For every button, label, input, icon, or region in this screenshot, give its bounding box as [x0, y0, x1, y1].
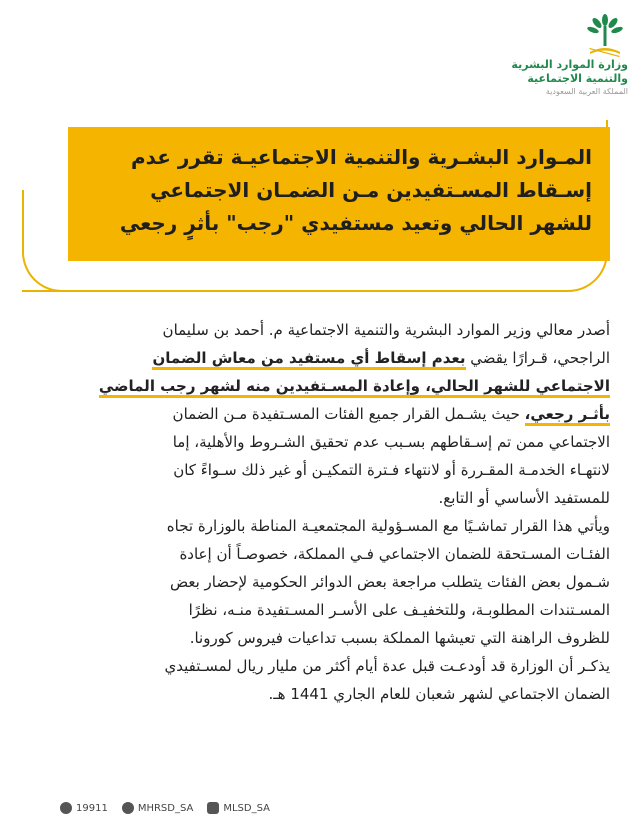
body-line: للظروف الراهنة التي تعيشها المملكة بسبب تداعيات فيروس كورونا. — [189, 629, 610, 647]
headline-line3: للشهر الحالي وتعيد مستفيدي "رجب" بأثرٍ رجعي — [119, 211, 592, 235]
body-line — [32, 400, 610, 428]
body-text-segment: الراجحي، قـرارًا يقضي — [465, 349, 610, 367]
twitter-handle: MHRSD_SA — [137, 802, 194, 814]
phone-number: 19911 — [76, 802, 108, 814]
footer-twitter[interactable] — [122, 802, 194, 814]
body-line: الضمان الاجتماعي لشهر شعبان للعام الجاري 1441 هـ. — [268, 685, 610, 703]
twitter-icon — [122, 802, 134, 814]
body-line: الفئـات المسـتحقة للضمان الاجتماعي فـي المملكة، خصوصـاً أن إعادة — [179, 545, 610, 563]
instagram-handle: MLSD_SA — [223, 802, 270, 814]
body-line: يذكـر أن الوزارة قد أودعـت قبل عدة أيام أكثر من مليار ريال لمسـتفيدي — [164, 657, 610, 675]
body-line: المسـتندات المطلوبـة، وللتخفيـف على الأسـر المسـتفيدة منـه، نظرًا — [188, 601, 610, 619]
footer-contacts — [0, 788, 644, 828]
body-line — [32, 372, 610, 400]
instagram-icon — [207, 802, 219, 814]
ministry-name-line2: والتنمية الاجتماعية — [527, 72, 628, 85]
body-line: لانتهـاء الخدمـة المقـررة أو لانتهاء فـترة التمكيـن أو غير ذلك سـواءً كان — [173, 461, 610, 479]
headline-banner — [68, 127, 610, 261]
body-line: ويأتي هذا القرار تماشـيًا مع المسـؤولية المجتمعيـة المناطة بالوزارة تجاه — [166, 517, 610, 535]
body-line: أصدر معالي وزير الموارد البشرية والتنمية الاجتماعية م. أحمد بن سليمان — [162, 321, 610, 339]
body-line: الاجتماعي ممن تم إسـقاطهم بسـبب عدم تحقيق الشـروط والأهلية، إما — [172, 433, 610, 451]
footer-instagram[interactable] — [207, 802, 270, 814]
footer-phone[interactable] — [60, 802, 108, 814]
highlighted-text: بعدم إسقاط أي مستفيد من معاش الضمان — [152, 349, 465, 370]
headline-line2: إسـقاط المسـتفيدين مـن الضمـان الاجتماعي — [150, 178, 592, 202]
phone-icon — [60, 802, 72, 814]
highlighted-text: الاجتماعي للشهر الحالي، وإعادة المسـتفيدين منه لشهر رجب الماضي — [99, 377, 610, 398]
ministry-logo — [488, 14, 628, 96]
highlighted-text: بأثـر رجعي، — [525, 405, 610, 426]
article-body — [32, 316, 610, 708]
body-line — [32, 344, 610, 372]
body-line: شـمول بعض الفئات يتطلب مراجعة بعض الدوائر الحكومية لإحضار بعض — [169, 573, 610, 591]
body-line: للمستفيد الأساسي أو التابع. — [438, 489, 610, 507]
ministry-country: المملكة العربية السعودية — [545, 87, 628, 96]
ministry-name-line1: وزارة الموارد البشرية — [511, 58, 628, 71]
palm-swords-logo-icon — [584, 14, 626, 58]
headline-line1: المـوارد البشـرية والتنمية الاجتماعيـة تقرر عدم — [131, 145, 592, 169]
body-text-segment: حيث يشـمل القرار جميع الفئات المسـتفيدة مـن الضمان — [172, 405, 525, 423]
